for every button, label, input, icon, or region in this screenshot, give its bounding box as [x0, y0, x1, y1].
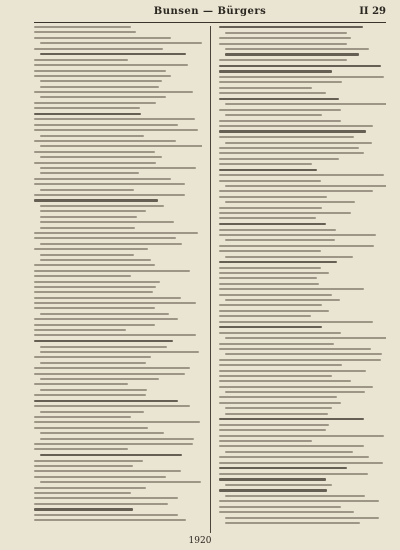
entry-text-line	[34, 514, 178, 516]
entry-text-line	[40, 481, 201, 483]
entry-text-line	[34, 416, 131, 418]
entry-text-line	[219, 424, 330, 426]
footer-year: 1920	[188, 536, 212, 546]
entry-text-line	[34, 286, 156, 288]
entry-text-line	[225, 451, 354, 453]
entry-text-line	[219, 261, 338, 263]
entry-text-line	[40, 53, 186, 55]
entry-text-line	[219, 37, 351, 39]
entry-text-line	[34, 476, 166, 478]
entry-text-line	[34, 31, 136, 33]
entry-text-line	[40, 362, 146, 364]
entry-text-line	[225, 239, 336, 241]
entry-text-line	[225, 201, 356, 203]
entry-text-line	[219, 190, 373, 192]
entry-text-line	[219, 500, 380, 502]
entry-text-line	[219, 440, 313, 442]
entry-text-line	[34, 48, 163, 50]
entry-text-line	[34, 307, 155, 309]
entry-text-line	[225, 353, 382, 355]
entry-text-line	[219, 267, 321, 269]
entry-text-line	[40, 86, 159, 88]
entry-text-line	[40, 351, 199, 353]
entry-text-line	[219, 429, 326, 431]
entry-text-line	[219, 283, 320, 285]
entry-text-line	[219, 76, 385, 78]
entry-text-line	[225, 484, 332, 486]
entry-text-line	[34, 64, 188, 66]
entry-text-line	[40, 80, 162, 82]
entry-text-line	[219, 174, 385, 176]
entry-text-line	[34, 183, 185, 185]
entry-text-line	[40, 227, 135, 229]
entry-text-line	[219, 223, 326, 225]
entry-text-line	[219, 467, 348, 469]
entry-text-line	[219, 478, 326, 480]
entry-text-line	[40, 167, 196, 169]
entry-text-line	[219, 277, 318, 279]
entry-text-line	[40, 389, 147, 391]
entry-text-line	[219, 272, 330, 274]
entry-text-line	[219, 310, 330, 312]
entry-text-line	[34, 508, 133, 510]
page-header	[34, 6, 386, 19]
entry-text-line	[219, 288, 365, 290]
entry-text-line	[34, 118, 195, 120]
entry-text-line	[219, 158, 340, 160]
entry-text-line	[225, 142, 372, 144]
entry-text-line	[219, 234, 376, 236]
entry-columns	[34, 26, 386, 533]
entry-text-line	[34, 394, 146, 396]
entry-text-line	[34, 281, 160, 283]
entry-text-line	[219, 229, 336, 231]
entry-text-line	[219, 364, 343, 366]
entry-text-line	[219, 125, 373, 127]
entry-text-line	[34, 297, 181, 299]
entry-text-line	[219, 315, 311, 317]
right-column	[219, 26, 387, 533]
entry-text-line	[40, 432, 164, 434]
entry-text-line	[34, 291, 153, 293]
entry-text-line	[34, 232, 198, 234]
entry-text-line	[34, 37, 171, 39]
entry-text-line	[34, 129, 198, 131]
entry-text-line	[34, 275, 131, 277]
entry-text-line	[219, 43, 348, 45]
entry-text-line	[34, 124, 178, 126]
entry-text-line	[40, 346, 167, 348]
entry-text-line	[40, 156, 162, 158]
entry-text-line	[34, 356, 151, 358]
column-divider	[210, 26, 211, 533]
entry-text-line	[34, 162, 156, 164]
entry-text-line	[40, 221, 174, 223]
entry-text-line	[34, 427, 148, 429]
entry-text-line	[219, 375, 333, 377]
entry-text-line	[225, 185, 387, 187]
entry-text-line	[219, 87, 313, 89]
entry-text-line	[34, 443, 193, 445]
entry-text-line	[34, 102, 156, 104]
entry-text-line	[219, 163, 313, 165]
entry-text-line	[40, 378, 159, 380]
entry-text-line	[225, 407, 332, 409]
entry-text-line	[219, 321, 373, 323]
entry-text-line	[219, 402, 341, 404]
entry-text-line	[34, 26, 131, 28]
entry-text-line	[34, 237, 176, 239]
entry-text-line	[40, 42, 202, 44]
entry-text-line	[34, 318, 178, 320]
entry-text-line	[34, 340, 173, 342]
entry-text-line	[34, 91, 193, 93]
entry-text-line	[219, 396, 338, 398]
entry-text-line	[219, 169, 318, 171]
entry-text-line	[34, 264, 155, 266]
entry-text-line	[219, 294, 333, 296]
entry-text-line	[34, 492, 131, 494]
entry-text-line	[225, 103, 387, 105]
entry-text-line	[225, 48, 369, 50]
entry-text-line	[40, 216, 137, 218]
entry-text-line	[34, 400, 178, 402]
entry-text-line	[34, 107, 140, 109]
entry-text-line	[219, 462, 383, 464]
entry-text-line	[40, 145, 202, 147]
entry-text-line	[40, 189, 134, 191]
entry-text-line	[219, 386, 373, 388]
entry-text-line	[219, 130, 366, 132]
entry-text-line	[34, 460, 143, 462]
entry-text-line	[219, 136, 355, 138]
entry-text-line	[225, 413, 329, 415]
entry-text-line	[40, 259, 151, 261]
entry-text-line	[219, 435, 385, 437]
entry-text-line	[34, 503, 168, 505]
entry-text-line	[34, 329, 126, 331]
entry-text-line	[225, 391, 366, 393]
entry-text-line	[219, 70, 333, 72]
entry-text-line	[219, 332, 341, 334]
entry-text-line	[34, 70, 166, 72]
entry-text-line	[225, 517, 379, 519]
entry-text-line	[34, 421, 200, 423]
entry-text-line	[34, 465, 133, 467]
entry-text-line	[225, 495, 366, 497]
entry-text-line	[219, 359, 381, 361]
entry-text-line	[225, 114, 322, 116]
entry-text-line	[34, 367, 190, 369]
entry-text-line	[40, 313, 169, 315]
entry-text-line	[219, 92, 326, 94]
entry-text-line	[219, 180, 321, 182]
entry-text-line	[219, 304, 323, 306]
entry-text-line	[219, 326, 323, 328]
entry-text-line	[219, 120, 341, 122]
entry-text-line	[34, 248, 148, 250]
header-rule	[34, 22, 386, 23]
left-column	[34, 26, 202, 533]
entry-text-line	[34, 373, 185, 375]
entry-text-line	[34, 334, 196, 336]
entry-text-line	[225, 299, 341, 301]
entry-text-line	[219, 250, 321, 252]
entry-text-line	[34, 519, 186, 521]
entry-text-line	[219, 348, 371, 350]
entry-text-line	[225, 53, 359, 55]
entry-text-line	[40, 438, 194, 440]
entry-text-line	[34, 497, 178, 499]
entry-text-line	[225, 32, 347, 34]
entry-text-line	[34, 140, 176, 142]
entry-text-line	[225, 256, 354, 258]
entry-text-line	[40, 243, 182, 245]
entry-text-line	[219, 511, 355, 513]
entry-text-line	[219, 456, 370, 458]
entry-text-line	[34, 178, 171, 180]
entry-text-line	[219, 109, 341, 111]
entry-text-line	[219, 147, 360, 149]
entry-text-line	[225, 337, 387, 339]
entry-text-line	[34, 487, 146, 489]
entry-text-line	[219, 418, 365, 420]
entry-text-line	[34, 405, 190, 407]
entry-text-line	[40, 172, 139, 174]
entry-text-line	[34, 151, 155, 153]
entry-text-line	[40, 205, 164, 207]
entry-text-line	[219, 380, 351, 382]
entry-text-line	[40, 254, 134, 256]
entry-text-line	[219, 217, 316, 219]
entry-text-line	[219, 207, 323, 209]
entry-text-line	[34, 194, 185, 196]
entry-text-line	[219, 489, 328, 491]
entry-text-line	[40, 454, 182, 456]
entry-text-line	[34, 302, 196, 304]
entry-text-line	[225, 522, 361, 524]
entry-text-line	[219, 212, 351, 214]
entry-text-line	[219, 196, 328, 198]
entry-text-line	[34, 448, 128, 450]
running-header-title: Bunsen — Bürgers	[153, 6, 267, 17]
entry-text-line	[219, 343, 335, 345]
entry-text-line	[219, 506, 341, 508]
entry-text-line	[34, 113, 141, 115]
entry-text-line	[219, 473, 368, 475]
entry-text-line	[219, 59, 348, 61]
entry-text-line	[219, 152, 365, 154]
entry-text-line	[40, 96, 166, 98]
page-number: II 29	[359, 6, 386, 17]
entry-text-line	[34, 470, 181, 472]
entry-text-line	[219, 65, 381, 67]
entry-text-line	[34, 324, 155, 326]
entry-text-line	[219, 26, 363, 28]
entry-text-line	[219, 445, 365, 447]
entry-text-line	[219, 370, 366, 372]
entry-text-line	[40, 210, 146, 212]
entry-text-line	[40, 411, 144, 413]
entry-text-line	[34, 75, 171, 77]
entry-text-line	[219, 81, 343, 83]
entry-text-line	[34, 59, 128, 61]
entry-text-line	[34, 270, 190, 272]
entry-text-line	[40, 135, 144, 137]
entry-text-line	[34, 199, 158, 201]
entry-text-line	[219, 98, 340, 100]
entry-text-line	[34, 383, 128, 385]
entry-text-line	[219, 245, 375, 247]
